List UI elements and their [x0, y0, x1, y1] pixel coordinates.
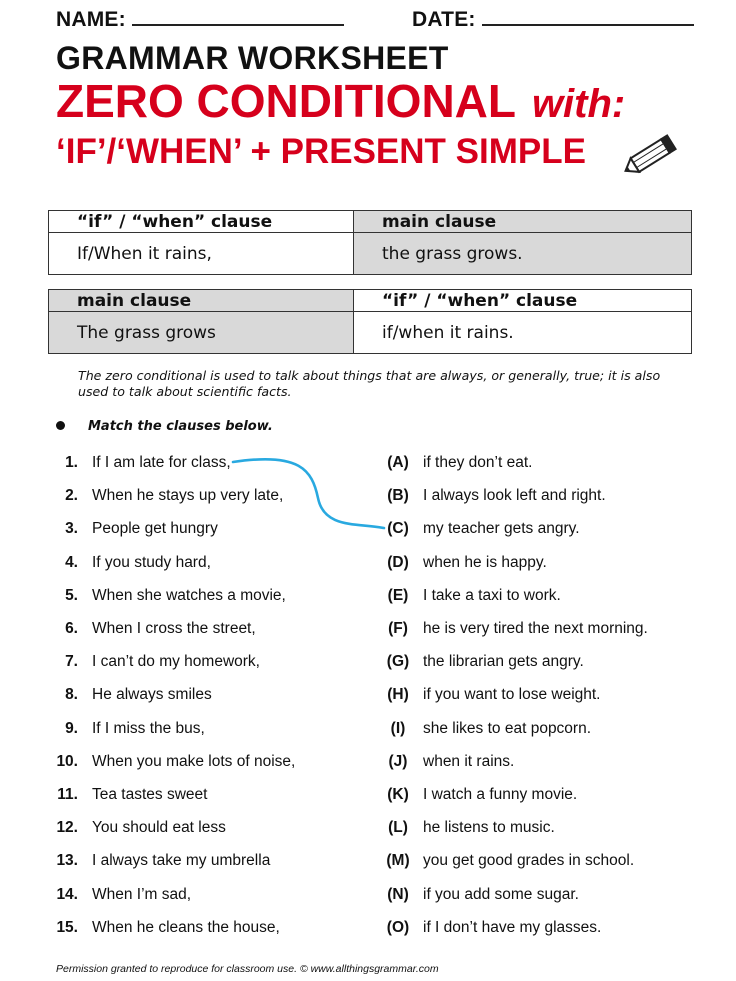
right-clause[interactable]: I watch a funny movie. — [423, 786, 578, 803]
right-clause[interactable]: if you want to lose weight. — [423, 686, 601, 703]
left-item-number: 3. — [65, 520, 78, 537]
right-item-letter: (G) — [386, 653, 410, 670]
left-item-number: 4. — [65, 554, 78, 571]
left-clause[interactable]: You should eat less — [92, 819, 226, 836]
match-row — [0, 686, 736, 710]
instruction-text: Match the clauses below. — [88, 419, 273, 434]
match-row — [0, 653, 736, 677]
left-item-number: 2. — [65, 487, 78, 504]
right-item-letter: (M) — [386, 852, 410, 869]
right-clause[interactable]: if they don’t eat. — [423, 454, 533, 471]
worksheet-title: GRAMMAR WORKSHEET — [56, 40, 449, 76]
match-row — [0, 554, 736, 578]
date-field[interactable] — [412, 8, 694, 32]
match-row — [0, 886, 736, 910]
left-clause[interactable]: He always smiles — [92, 686, 212, 703]
right-clause[interactable]: he is very tired the next morning. — [423, 620, 648, 637]
bullet-icon — [56, 421, 65, 430]
right-clause[interactable]: when he is happy. — [423, 554, 547, 571]
pencil-icon — [620, 128, 682, 182]
right-clause[interactable]: if you add some sugar. — [423, 886, 579, 903]
right-clause[interactable]: the librarian gets angry. — [423, 653, 584, 670]
right-item-letter: (D) — [387, 554, 409, 571]
name-label: NAME: — [56, 8, 126, 31]
right-item-letter: (H) — [387, 686, 409, 703]
left-item-number: 12. — [56, 819, 78, 836]
right-item-letter: (O) — [386, 919, 410, 936]
match-row — [0, 520, 736, 544]
example1-body-left: If/When it rains, — [49, 233, 354, 275]
match-row — [0, 620, 736, 644]
left-item-number: 5. — [65, 587, 78, 604]
left-clause[interactable]: When you make lots of noise, — [92, 753, 296, 770]
left-clause[interactable]: When I’m sad, — [92, 886, 192, 903]
left-clause[interactable]: If you study hard, — [92, 554, 211, 571]
right-item-letter: (N) — [387, 886, 409, 903]
example1-header-left: “if” / “when” clause — [49, 211, 354, 233]
right-clause[interactable]: she likes to eat popcorn. — [423, 720, 592, 737]
left-item-number: 7. — [65, 653, 78, 670]
match-row — [0, 587, 736, 611]
right-clause[interactable]: if I don’t have my glasses. — [423, 919, 602, 936]
left-item-number: 1. — [65, 454, 78, 471]
topic-subtitle: ‘IF’/‘WHEN’ + PRESENT SIMPLE — [56, 132, 586, 171]
topic-title — [56, 74, 625, 128]
example2-header-left: main clause — [49, 290, 354, 312]
date-label: DATE: — [412, 8, 476, 31]
left-item-number: 8. — [65, 686, 78, 703]
left-clause[interactable]: If I am late for class, — [92, 454, 231, 471]
right-item-letter: (F) — [388, 620, 408, 637]
right-clause[interactable]: I take a taxi to work. — [423, 587, 561, 604]
example1-body-right: the grass grows. — [354, 233, 692, 275]
name-field[interactable] — [56, 8, 344, 32]
example-table-main-first — [48, 289, 692, 354]
right-item-letter: (J) — [388, 753, 408, 770]
right-item-letter: (I) — [390, 720, 406, 737]
right-item-letter: (B) — [387, 487, 409, 504]
right-item-letter: (E) — [387, 587, 409, 604]
left-clause[interactable]: When he cleans the house, — [92, 919, 280, 936]
left-item-number: 9. — [65, 720, 78, 737]
match-row — [0, 819, 736, 843]
left-item-number: 10. — [56, 753, 78, 770]
left-item-number: 6. — [65, 620, 78, 637]
match-row — [0, 852, 736, 876]
left-clause[interactable]: When she watches a movie, — [92, 587, 286, 604]
right-clause[interactable]: when it rains. — [423, 753, 515, 770]
right-item-letter: (K) — [387, 786, 409, 803]
right-clause[interactable]: you get good grades in school. — [423, 852, 635, 869]
left-clause[interactable]: Tea tastes sweet — [92, 786, 208, 803]
topic-title-main: ZERO CONDITIONAL — [56, 75, 516, 127]
left-clause[interactable]: I always take my umbrella — [92, 852, 271, 869]
example2-body-left: The grass grows — [49, 312, 354, 354]
match-row — [0, 786, 736, 810]
match-row — [0, 454, 736, 478]
right-clause[interactable]: my teacher gets angry. — [423, 520, 580, 537]
explanation-note: The zero conditional is used to talk about things that are always, or generally, true; it is also used to talk about scientific facts. — [78, 368, 661, 399]
right-item-letter: (L) — [388, 819, 408, 836]
example2-header-right: “if” / “when” clause — [354, 290, 692, 312]
right-item-letter: (A) — [387, 454, 409, 471]
match-row — [0, 919, 736, 943]
right-clause[interactable]: I always look left and right. — [423, 487, 606, 504]
permission-footer: Permission granted to reproduce for classroom use. © www.allthingsgrammar.com — [56, 963, 439, 975]
left-clause[interactable]: People get hungry — [92, 520, 218, 537]
match-row — [0, 487, 736, 511]
left-clause[interactable]: If I miss the bus, — [92, 720, 205, 737]
right-clause[interactable]: he listens to music. — [423, 819, 555, 836]
left-clause[interactable]: When he stays up very late, — [92, 487, 284, 504]
left-item-number: 14. — [56, 886, 78, 903]
right-item-letter: (C) — [387, 520, 409, 537]
example-table-if-first — [48, 210, 692, 275]
left-item-number: 13. — [56, 852, 78, 869]
example2-body-right: if/when it rains. — [354, 312, 692, 354]
name-blank[interactable] — [132, 8, 344, 26]
left-item-number: 15. — [56, 919, 78, 936]
match-row — [0, 720, 736, 744]
date-blank[interactable] — [482, 8, 694, 26]
example1-header-right: main clause — [354, 211, 692, 233]
left-clause[interactable]: When I cross the street, — [92, 620, 256, 637]
topic-title-suffix: with: — [531, 82, 626, 126]
left-item-number: 11. — [57, 786, 78, 803]
left-clause[interactable]: I can’t do my homework, — [92, 653, 260, 670]
match-row — [0, 753, 736, 777]
